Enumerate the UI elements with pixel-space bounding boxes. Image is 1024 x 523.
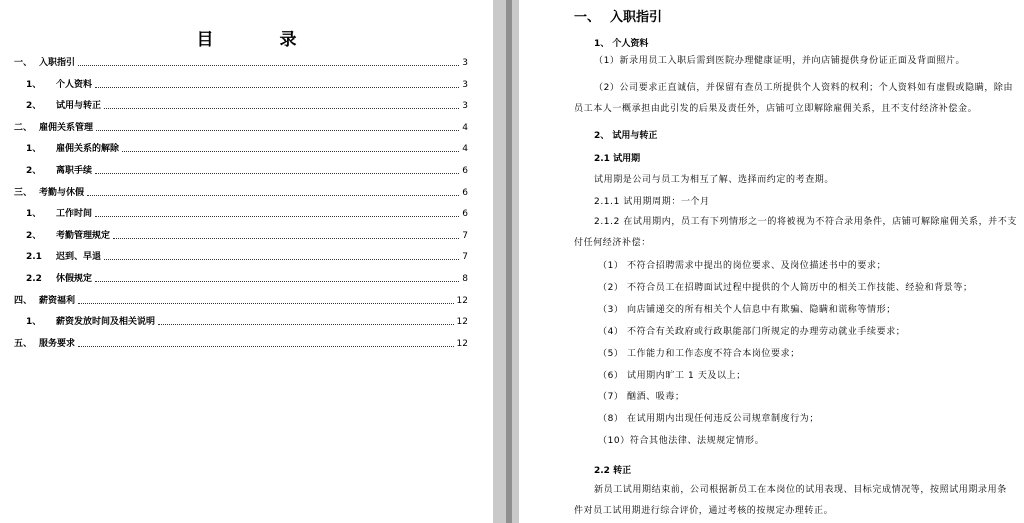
- toc-leader-dots: [95, 216, 459, 217]
- toc-entry[interactable]: [14, 57, 468, 69]
- toc-entry[interactable]: [14, 143, 468, 155]
- toc-leader-dots: [104, 108, 459, 109]
- toc-entry[interactable]: [14, 100, 468, 112]
- subsection-probation: 2、 试用与转正: [594, 131, 658, 141]
- toc-entry-page: 12: [456, 295, 468, 306]
- toc-entry-page: 8: [462, 274, 468, 284]
- paragraph: 新员工试用期结束前，公司根据新员工在本岗位的试用表现、目标完成情况等，按照试用期录用条: [594, 485, 1007, 495]
- toc-entry[interactable]: [14, 79, 468, 91]
- toc-leader-dots: [96, 130, 459, 131]
- toc-entry-page: 7: [462, 230, 468, 241]
- page-gutter: [493, 0, 519, 523]
- toc-leader-dots: [122, 151, 459, 152]
- toc-entry-text: 个人资料: [56, 79, 93, 90]
- toc-entry-text: 雇佣关系管理: [39, 122, 94, 133]
- toc-entry-number: 2、: [26, 230, 42, 241]
- toc-entry-page: 7: [462, 252, 468, 263]
- paragraph: 2.1.2 在试用期内，员工有下列情形之一的将被视为不符合录用条件，店铺可解除雇佣关系，并不支: [594, 217, 1017, 227]
- toc-entry-number: 五、: [14, 338, 33, 349]
- condition-item: （6） 试用期内旷工 1 天及以上；: [598, 370, 746, 381]
- toc-entry-text: 工作时间: [56, 209, 93, 220]
- toc-leader-dots: [95, 173, 459, 174]
- condition-item: （5） 工作能力和工作态度不符合本岗位要求；: [598, 348, 800, 359]
- toc-entry-page: 6: [462, 166, 468, 176]
- subsection-regularization: 2.2 转正: [594, 466, 632, 476]
- toc-page: [0, 0, 493, 523]
- toc-entry-page: 3: [462, 58, 468, 68]
- toc-entry[interactable]: [14, 273, 468, 285]
- paragraph: 员工本人一概承担由此引发的后果及责任外，店铺可立即解除雇佣关系，且不支付经济补偿金。: [574, 104, 978, 114]
- condition-item: （1） 不符合招聘需求中提出的岗位要求、及岗位描述书中的要求；: [598, 261, 887, 271]
- condition-item: （3） 向店铺递交的所有相关个人信息中有欺骗、隐瞒和谎称等情形；: [598, 304, 896, 315]
- toc-entry-page: 4: [462, 122, 468, 133]
- toc-entry-text: 服务要求: [39, 338, 76, 349]
- paragraph: 付任何经济补偿：: [574, 238, 651, 248]
- toc-entry-text: 试用与转正: [56, 101, 102, 112]
- toc-entry[interactable]: [14, 316, 468, 328]
- toc-entry-page: 4: [462, 144, 468, 155]
- toc-leader-dots: [104, 259, 459, 260]
- toc-entry-page: 3: [462, 101, 468, 112]
- toc-entry-text: 考勤管理规定: [56, 230, 111, 241]
- toc-entry-page: 6: [462, 187, 468, 198]
- toc-entry-text: 入职指引: [39, 58, 76, 68]
- toc-entry-text: 休假规定: [56, 274, 93, 284]
- toc-leader-dots: [87, 195, 459, 196]
- toc-entry[interactable]: [14, 187, 468, 199]
- toc-entry-page: 6: [462, 209, 468, 220]
- toc-entry[interactable]: [14, 338, 468, 350]
- paragraph: （2）公司要求正直诚信，并保留有查员工所提供个人资料的权利；个人资料如有虚假或隐瞒，除由: [594, 83, 1014, 93]
- toc-leader-dots: [78, 346, 454, 347]
- toc-entry-page: 12: [456, 338, 468, 349]
- condition-item: （4） 不符合有关政府或行政职能部门所规定的办理劳动就业手续要求；: [598, 326, 906, 337]
- condition-item: （8） 在试用期内出现任何违反公司规章制度行为；: [598, 414, 819, 425]
- condition-item: （7） 酗酒、吸毒；: [598, 392, 685, 403]
- toc-entry-number: 2.2: [26, 274, 42, 284]
- content-page: [519, 0, 1024, 523]
- section-heading-text: 入职指引: [610, 10, 663, 25]
- toc-entry[interactable]: [14, 295, 468, 307]
- section-heading-number: 一、: [574, 10, 601, 25]
- paragraph: 件对员工试用期进行综合评价，通过考核的按规定办理转正。: [574, 506, 834, 516]
- toc-leader-dots: [78, 303, 454, 304]
- toc-entry-number: 1、: [26, 317, 42, 328]
- condition-item: （2） 不符合员工在招聘面试过程中提供的个人简历中的相关工作技能、经验和背景等；: [598, 282, 973, 293]
- toc-entry-page: 3: [462, 79, 468, 90]
- toc-entry-number: 2、: [26, 166, 42, 176]
- toc-entry[interactable]: [14, 165, 468, 177]
- toc-entry-text: 薪资福利: [39, 295, 76, 306]
- toc-entry[interactable]: [14, 230, 468, 242]
- condition-item: （10）符合其他法律、法规规定情形。: [598, 436, 765, 447]
- toc-entry-number: 2.1: [26, 252, 42, 263]
- paragraph: （1）新录用员工入职后需到医院办理健康证明，并向店铺提供身份证正面及背面照片。: [594, 56, 966, 66]
- toc-entry-text: 离职手续: [56, 166, 93, 176]
- toc-entry-text: 薪资发放时间及相关说明: [56, 317, 156, 328]
- toc-entry-text: 考勤与休假: [39, 187, 85, 198]
- toc-leader-dots: [95, 281, 459, 282]
- subsection-probation-period: 2.1 试用期: [594, 154, 641, 164]
- subsection-personal-info: 1、 个人资料: [594, 39, 649, 49]
- toc-entry-number: 1、: [26, 79, 42, 90]
- toc-leader-dots: [158, 324, 454, 325]
- toc-entry-number: 二、: [14, 122, 33, 133]
- paragraph: 试用期是公司与员工为相互了解、选择而约定的考查期。: [594, 175, 835, 185]
- toc-entry-number: 三、: [14, 187, 33, 198]
- section-heading: [574, 6, 662, 25]
- paragraph: 2.1.1 试用期周期：一个月: [594, 197, 710, 207]
- toc-entry[interactable]: [14, 251, 468, 263]
- toc-leader-dots: [113, 238, 459, 239]
- toc-entry-number: 四、: [14, 295, 33, 306]
- toc-entry-number: 一、: [14, 58, 33, 68]
- toc-entry-page: 12: [456, 317, 468, 328]
- toc-entry-text: 迟到、早退: [56, 252, 102, 263]
- toc-leader-dots: [95, 87, 459, 88]
- toc-entry[interactable]: [14, 208, 468, 220]
- toc-leader-dots: [78, 65, 459, 66]
- toc-entry-text: 雇佣关系的解除: [56, 144, 120, 155]
- toc-entry[interactable]: [14, 122, 468, 134]
- toc-entry-number: 2、: [26, 101, 42, 112]
- toc-entry-number: 1、: [26, 144, 42, 155]
- toc-title: 目 录: [196, 30, 327, 50]
- toc-entry-number: 1、: [26, 209, 42, 220]
